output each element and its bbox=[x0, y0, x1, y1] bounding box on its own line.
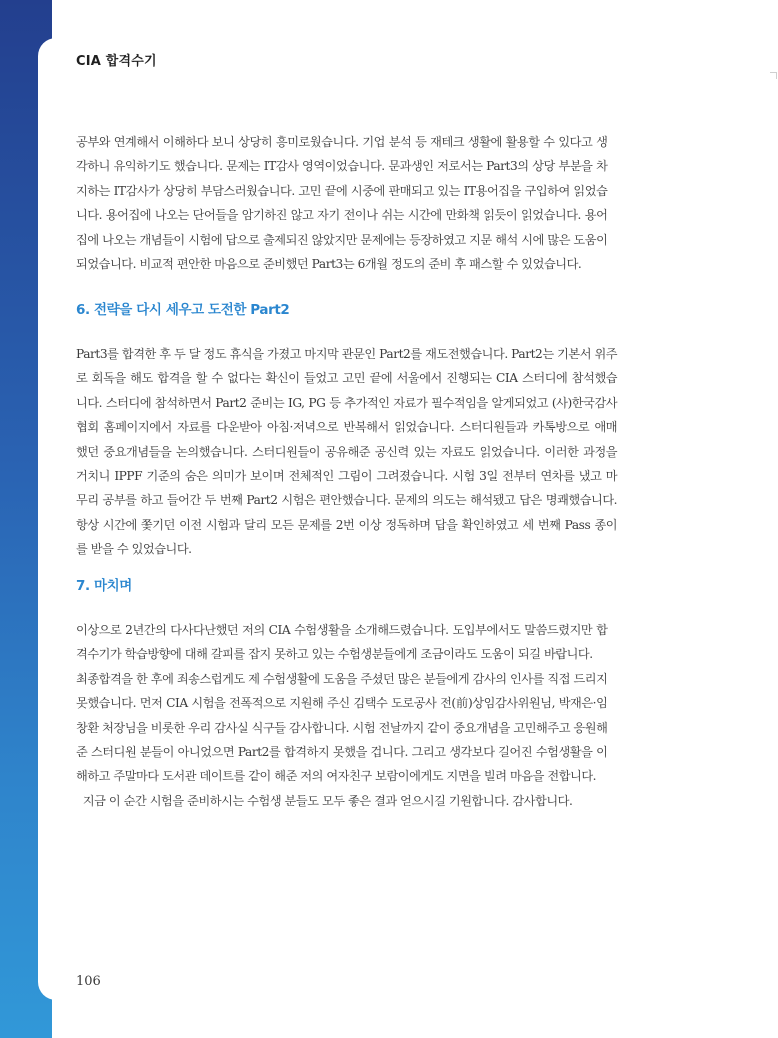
text-line: 협회 홈페이지에서 자료를 다운받아 아침·저녁으로 반복해서 읽었습니다. 스터디원들과 카톡방으로 애매 bbox=[76, 420, 618, 435]
section-heading-6: 6. 전략을 다시 세우고 도전한 Part2 bbox=[76, 302, 290, 318]
text-line: 니다. 스터디에 참석하면서 Part2 준비는 IG, PG 등 추가적인 자료가 필수적임을 알게되었고 (사)한국감사 bbox=[76, 395, 618, 410]
text-line: 무리 공부를 하고 들어간 두 번째 Part2 시험은 편안했습니다. 문제의 의도는 해석됐고 답은 명쾌했습니다. bbox=[76, 493, 618, 508]
section-heading-7: 7. 마치며 bbox=[76, 578, 132, 594]
text-line: 해하고 주말마다 도서관 데이트를 같이 해준 저의 여자친구 보람이에게도 지면을 빌려 마음을 전합니다. bbox=[76, 769, 597, 784]
text-line: 최종합격을 한 후에 죄송스럽게도 제 수험생활에 도움을 주셨던 많은 분들에게 감사의 인사를 직접 드리지 bbox=[76, 671, 608, 686]
text-line: 지하는 IT감사가 상당히 부담스러웠습니다. 고민 끝에 시중에 판매되고 있는 IT용어집을 구입하여 읽었습 bbox=[76, 183, 608, 198]
text-line: 공부와 연계해서 이해하다 보니 상당히 흥미로웠습니다. 기업 분석 등 재테크 생활에 활용할 수 있다고 생 bbox=[76, 135, 608, 149]
text-line: 못했습니다. 먼저 CIA 시험을 전폭적으로 지원해 주신 김택수 도로공사 전(前)상임감사위원님, 박재은·임 bbox=[76, 696, 608, 711]
text-line: 를 받을 수 있었습니다. bbox=[76, 542, 192, 557]
running-header-title: CIA 합격수기 bbox=[76, 54, 157, 69]
text-line: 격수기가 학습방향에 대해 갈피를 잡지 못하고 있는 수험생분들에게 조금이라도 도움이 되길 바랍니다. bbox=[76, 647, 593, 662]
text-line: 항상 시간에 쫓기던 이전 시험과 달리 모든 문제를 2번 이상 정독하며 답을 확인하였고 세 번째 Pass 종이 bbox=[76, 517, 618, 532]
text-line: 지금 이 순간 시험을 준비하시는 수험생 분들도 모두 좋은 결과 얻으시길 기원합니다. 감사합니다. bbox=[76, 793, 573, 808]
crop-mark bbox=[770, 72, 777, 79]
text-line: 거치니 IPPF 기준의 숨은 의미가 보이며 전체적인 그림이 그려졌습니다. 시험 3일 전부터 연차를 냈고 마 bbox=[76, 469, 618, 484]
text-line: Part3를 합격한 후 두 달 정도 휴식을 가졌고 마지막 관문인 Part2를 재도전했습니다. Part2는 기본서 위주 bbox=[76, 347, 618, 361]
page-number: 106 bbox=[76, 974, 101, 989]
text-line: 각하니 유익하기도 했습니다. 문제는 IT감사 영역이었습니다. 문과생인 저로서는 Part3의 상당 부분을 차 bbox=[76, 159, 608, 174]
paragraph-part3-summary bbox=[76, 130, 607, 276]
text-line: 했던 중요개념들을 논의했습니다. 스터디원들이 공유해준 공신력 있는 자료도 읽었습니다. 이러한 과정을 bbox=[76, 444, 618, 459]
text-line: 로 회독을 해도 합격을 할 수 없다는 확신이 들었고 고민 끝에 서울에서 진행되는 CIA 스터디에 참석했습 bbox=[76, 371, 618, 386]
text-line: 이상으로 2년간의 다사다난했던 저의 CIA 수험생활을 소개해드렸습니다. 도입부에서도 말씀드렸지만 합 bbox=[76, 623, 608, 637]
text-line: 니다. 용어집에 나오는 단어들을 암기하진 않고 자기 전이나 쉬는 시간에 만화책 읽듯이 읽었습니다. 용어 bbox=[76, 208, 608, 223]
paragraph-part2-strategy bbox=[76, 342, 617, 562]
text-line: 창환 처장님을 비롯한 우리 감사실 식구들 감사합니다. 시험 전날까지 같이 중요개념을 고민해주고 응원해 bbox=[76, 720, 608, 735]
paragraph-closing bbox=[76, 618, 607, 813]
text-line: 집에 나오는 개념들이 시험에 답으로 출제되진 않았지만 문제에는 등장하였고 지문 해석 시에 많은 도움이 bbox=[76, 232, 608, 247]
text-line: 되었습니다. 비교적 편안한 마음으로 준비했던 Part3는 6개월 정도의 준비 후 패스할 수 있었습니다. bbox=[76, 257, 582, 272]
text-line: 준 스터디원 분들이 아니었으면 Part2를 합격하지 못했을 겁니다. 그리고 생각보다 길어진 수험생활을 이 bbox=[76, 745, 608, 760]
